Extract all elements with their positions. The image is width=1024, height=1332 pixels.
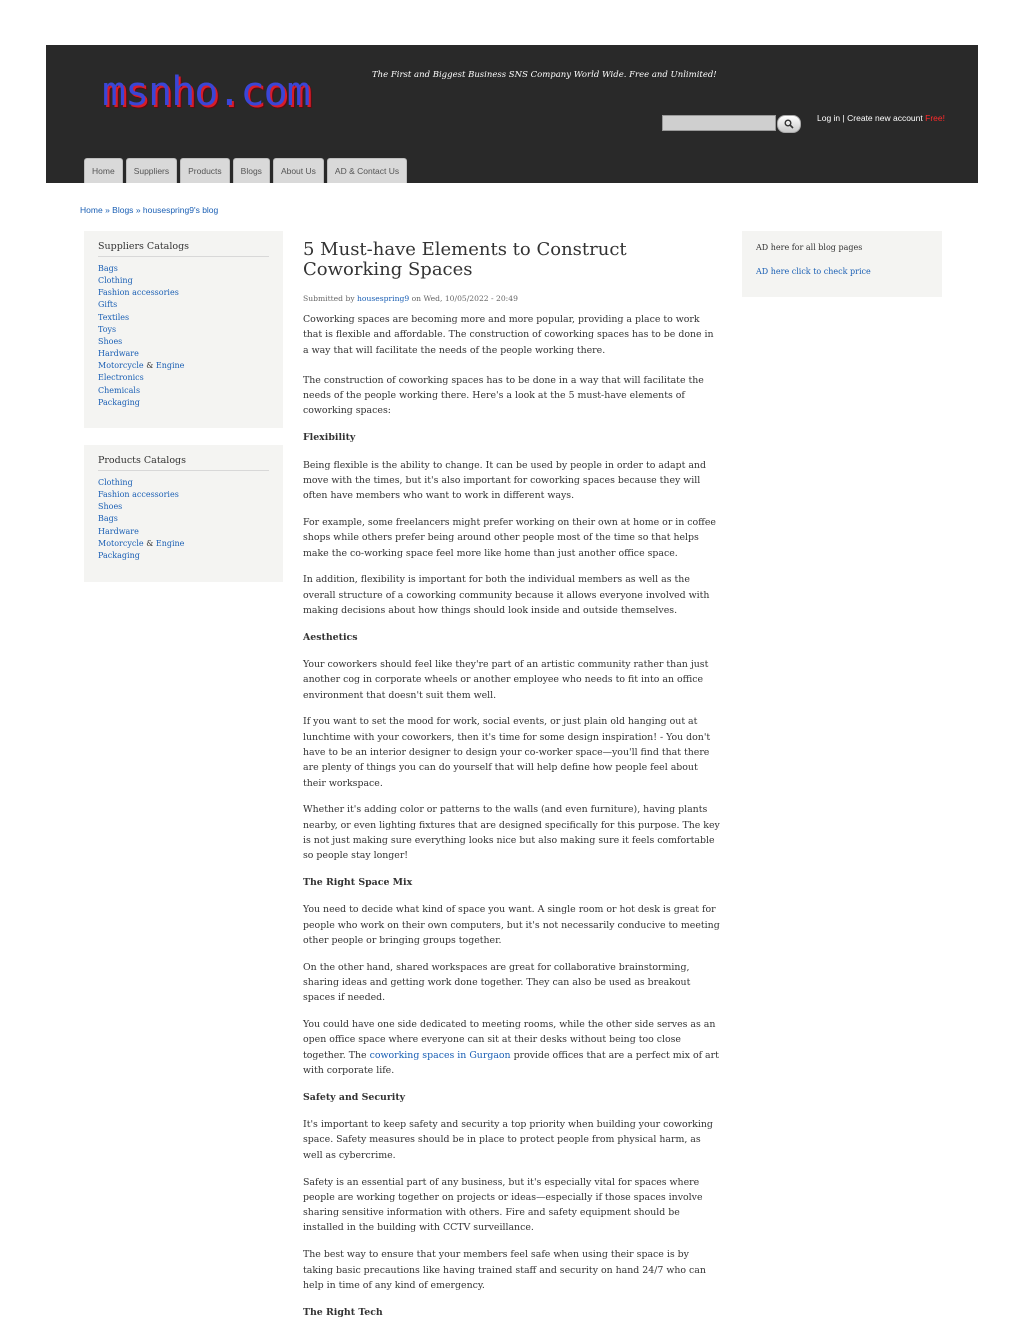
catalog-link[interactable]: Clothing xyxy=(98,276,133,286)
account-separator: | xyxy=(842,113,845,123)
coworking-gurgaon-link[interactable]: coworking spaces in Gurgaon xyxy=(369,1049,511,1061)
tab-suppliers[interactable]: Suppliers xyxy=(126,158,177,183)
main-nav-tabs xyxy=(84,158,407,183)
catalog-link[interactable]: Fashion accessories xyxy=(98,288,179,298)
search-input[interactable] xyxy=(662,115,776,131)
breadcrumb xyxy=(80,205,218,215)
account-links xyxy=(817,113,945,123)
catalog-link[interactable]: Packaging xyxy=(98,397,140,407)
catalog-link[interactable]: Hardware xyxy=(98,349,139,359)
section-heading: Safety and Security xyxy=(303,1091,406,1103)
site-header xyxy=(46,45,978,183)
section-heading: Aesthetics xyxy=(303,631,358,643)
catalog-link[interactable]: Motorcycle xyxy=(98,538,144,548)
catalog-link[interactable]: Gifts xyxy=(98,300,118,310)
article-paragraph: For example, some freelancers might prefer working on their own at home or in coffee shops while others prefer being around other people most of the time so that helps make the co-working space feel more like home than just another office space. xyxy=(303,516,716,559)
products-catalog-title: Products Catalogs xyxy=(98,455,269,471)
catalog-link[interactable]: Fashion accessories xyxy=(98,490,179,500)
article-paragraph: The construction of coworking spaces has to be done in a way that will facilitate the needs of the people working there. Here's a look at the 5 must-have elements of coworking spaces: xyxy=(303,374,704,417)
article-paragraph: You need to decide what kind of space you want. A single room or hot desk is great for people who work on their own computers, but it's not necessarily conducive to meeting other people or bringing groups together. xyxy=(303,904,720,946)
article-paragraph: If you want to set the mood for work, social events, or just plain old hanging out at lunchtime with your coworkers, then it's time for some design inspiration! - You don't have to be an interior designer to design your co-worker space—you'll find that there are plenty of things you can do yourself that will help define how people feel about their workspace. xyxy=(303,716,711,789)
section-heading: The Right Tech xyxy=(303,1306,383,1318)
catalog-link[interactable]: Clothing xyxy=(98,478,133,487)
article-paragraph: It's important to keep safety and security a top priority when building your coworking space. Safety measures should be in place to protect people from physical harm, as well as cybercrime. xyxy=(303,1119,713,1161)
products-catalog-list xyxy=(98,477,269,562)
site-tagline: The First and Biggest Business SNS Company World Wide. Free and Unlimited! xyxy=(372,70,717,80)
breadcrumb-separator: » xyxy=(105,205,110,215)
article-paragraph xyxy=(303,1017,721,1078)
article-paragraph: The best way to ensure that your members feel safe when using their space is by taking basic precautions like having trained staff and security on hand 24/7 who can help in time of any kind of emergency. xyxy=(303,1249,706,1291)
article-title: 5 Must-have Elements to Construct Coworking Spaces xyxy=(303,239,627,280)
breadcrumb-current[interactable]: housespring9's blog xyxy=(142,205,219,215)
tab-ad-contact[interactable]: AD & Contact Us xyxy=(327,158,407,183)
catalog-link[interactable]: Hardware xyxy=(98,526,139,536)
catalog-link[interactable]: Textiles xyxy=(98,312,130,322)
login-link[interactable]: Log in xyxy=(817,113,841,123)
submitted-info xyxy=(303,294,721,303)
create-account-link[interactable]: Create new account xyxy=(847,113,923,123)
catalog-item-motorcycle-engine xyxy=(98,538,269,550)
suppliers-catalog-title: Suppliers Catalogs xyxy=(98,241,269,257)
catalog-link[interactable]: Shoes xyxy=(98,336,123,346)
article-paragraph: Being flexible is the ability to change. It can be used by people in order to adapt and move with the times, but it's also important for coworking spaces because they will often have members who want to work in different ways. xyxy=(303,459,706,502)
catalog-link[interactable]: Packaging xyxy=(98,550,140,560)
search-icon xyxy=(784,119,794,129)
catalog-item-motorcycle-engine xyxy=(98,360,269,372)
article-body xyxy=(303,312,721,1320)
submitted-date: on Wed, 10/05/2022 - 20:49 xyxy=(411,294,518,303)
ad-block xyxy=(742,231,942,297)
catalog-link[interactable]: Motorcycle xyxy=(98,361,144,371)
article-paragraph: On the other hand, shared workspaces are great for collaborative brainstorming, sharing ideas and getting work done together. They can also be used as breakout spaces if needed. xyxy=(303,961,691,1004)
catalog-link[interactable]: Bags xyxy=(98,514,118,524)
section-heading: The Right Space Mix xyxy=(303,877,413,889)
catalog-link[interactable]: Bags xyxy=(98,264,118,273)
breadcrumb-home[interactable]: Home xyxy=(80,205,103,215)
tab-home[interactable]: Home xyxy=(84,158,123,183)
article-paragraph: Coworking spaces are becoming more and more popular, providing a place to work that is flexible and affordable. The construction of coworking spaces has to be done in a way that will facilitate the needs of the people working there. xyxy=(303,314,714,356)
ad-text: AD here for all blog pages xyxy=(756,243,863,252)
paragraph-text: You could have one side dedicated to meeting rooms, while the other side serves as an open office space where everyone can sit at their desks without being too close together. The xyxy=(303,1019,716,1061)
breadcrumb-separator: » xyxy=(135,205,141,215)
catalog-link[interactable]: Electronics xyxy=(98,373,144,383)
catalog-link[interactable]: Engine xyxy=(155,361,185,371)
search-button[interactable] xyxy=(777,115,801,133)
ampersand: & xyxy=(146,538,154,548)
article-paragraph: Your coworkers should feel like they're part of an artistic community rather than just another cog in corporate wheels or another employee who needs to fit into an office environment that doesn't suit them well. xyxy=(303,659,709,701)
author-link[interactable]: housespring9 xyxy=(357,294,410,303)
article-paragraph: In addition, flexibility is important for both the individual members as well as the overall structure of a coworking community because it allows everyone involved with making decisions about how things should look inside and outside themselves. xyxy=(303,574,710,616)
section-heading: Flexibility xyxy=(303,432,356,444)
tab-products[interactable]: Products xyxy=(180,158,230,183)
catalog-link[interactable]: Shoes xyxy=(98,502,123,512)
breadcrumb-blogs[interactable]: Blogs xyxy=(112,205,134,215)
free-label: Free! xyxy=(925,113,945,123)
ad-price-link[interactable]: AD here click to check price xyxy=(756,267,871,276)
catalog-link[interactable]: Toys xyxy=(98,324,117,334)
paragraph-text: provide offices that are a perfect mix of art with corporate life. xyxy=(303,1049,719,1077)
site-logo[interactable]: msnho.com xyxy=(102,69,310,115)
products-catalog-block xyxy=(84,445,283,582)
suppliers-catalog-list xyxy=(98,263,269,409)
catalog-link[interactable]: Chemicals xyxy=(98,385,141,395)
submitted-prefix: Submitted by xyxy=(303,294,355,303)
catalog-link[interactable]: Engine xyxy=(155,538,185,548)
tab-blogs[interactable]: Blogs xyxy=(233,158,270,183)
suppliers-catalog-block xyxy=(84,231,283,428)
ampersand: & xyxy=(146,361,154,371)
tab-about-us[interactable]: About Us xyxy=(273,158,324,183)
article-paragraph: Safety is an essential part of any business, but it's especially vital for spaces where people are working together on projects or ideas—especially if those spaces involve sharing sensitive information with others. Fire and safety equipment should be installed in the building with CCTV surveillance. xyxy=(303,1176,703,1234)
article-paragraph: Whether it's adding color or patterns to the walls (and even furniture), having plants nearby, or even lighting fixtures that are designed specifically for this purpose. The key is not just making sure everything looks nice but also making sure it feels comfortable so people stay longer! xyxy=(303,804,720,862)
blog-article xyxy=(303,240,721,1332)
